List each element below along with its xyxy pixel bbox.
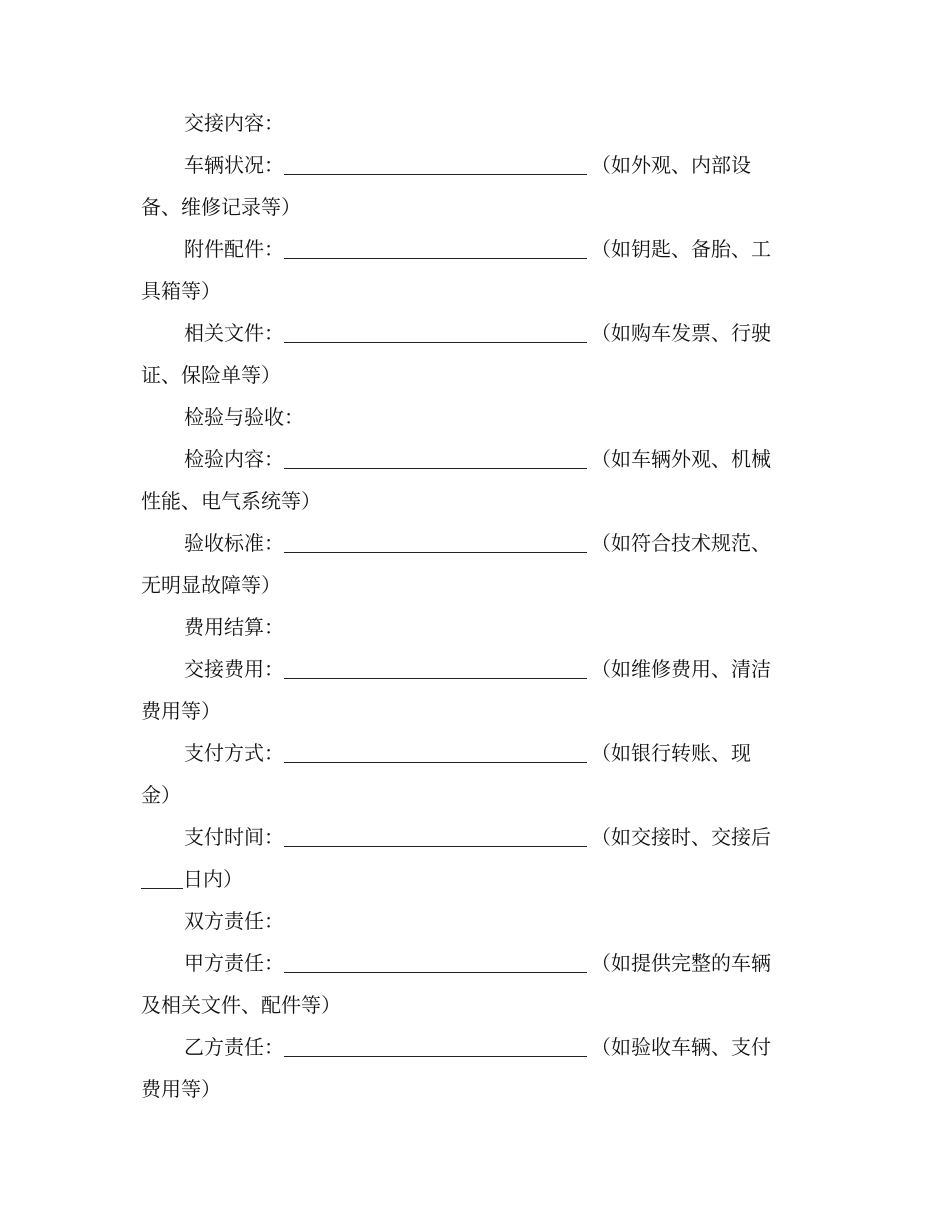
document-page <box>141 102 796 1110</box>
payment-days-blank[interactable] <box>141 862 183 889</box>
vehicle-condition-note-cont: 备、维修记录等） <box>141 195 301 219</box>
accessories-blank[interactable] <box>284 232 587 259</box>
handover-fee-label: 交接费用： <box>184 657 284 681</box>
duties-heading: 双方责任： <box>184 909 284 933</box>
payment-time-row <box>141 816 796 858</box>
acceptance-standard-label: 验收标准： <box>184 531 284 555</box>
vehicle-condition-row <box>141 144 796 186</box>
party-b-duty-label: 乙方责任： <box>184 1035 284 1059</box>
payment-days-text: 日内） <box>183 867 243 891</box>
party-a-duty-blank[interactable] <box>284 946 587 973</box>
acceptance-standard-row <box>141 522 796 564</box>
handover-heading: 交接内容： <box>184 111 284 135</box>
related-docs-label: 相关文件： <box>184 321 284 345</box>
inspection-content-blank[interactable] <box>284 442 587 469</box>
accessories-note: （如钥匙、备胎、工 <box>591 237 771 261</box>
inspection-content-note: （如车辆外观、机械 <box>591 447 771 471</box>
party-a-duty-row <box>141 942 796 984</box>
payment-time-note-cont <box>141 858 796 900</box>
vehicle-condition-blank[interactable] <box>284 148 587 175</box>
vehicle-condition-note: （如外观、内部设 <box>591 153 751 177</box>
payment-method-note: （如银行转账、现 <box>591 741 751 765</box>
acceptance-standard-note: （如符合技术规范、 <box>591 531 771 555</box>
related-docs-note-cont: 证、保险单等） <box>141 363 281 387</box>
acceptance-standard-note-cont: 无明显故障等） <box>141 573 281 597</box>
party-a-duty-note-cont: 及相关文件、配件等） <box>141 993 341 1017</box>
party-b-duty-note-cont: 费用等） <box>141 1077 221 1101</box>
acceptance-standard-blank[interactable] <box>284 526 587 553</box>
vehicle-condition-label: 车辆状况： <box>184 153 284 177</box>
inspection-heading: 检验与验收： <box>184 405 304 429</box>
party-b-duty-row <box>141 1026 796 1068</box>
party-a-duty-note: （如提供完整的车辆 <box>591 951 771 975</box>
inspection-content-label: 检验内容： <box>184 447 284 471</box>
payment-method-note-cont: 金） <box>141 783 181 807</box>
handover-fee-blank[interactable] <box>284 652 587 679</box>
party-a-duty-label: 甲方责任： <box>184 951 284 975</box>
inspection-content-note-cont: 性能、电气系统等） <box>141 489 321 513</box>
party-b-duty-note: （如验收车辆、支付 <box>591 1035 771 1059</box>
accessories-row <box>141 228 796 270</box>
handover-fee-row <box>141 648 796 690</box>
related-docs-row <box>141 312 796 354</box>
related-docs-blank[interactable] <box>284 316 587 343</box>
payment-time-label: 支付时间： <box>184 825 284 849</box>
inspection-content-row <box>141 438 796 480</box>
accessories-note-cont: 具箱等） <box>141 279 221 303</box>
payment-time-note: （如交接时、交接后 <box>591 825 771 849</box>
payment-method-row <box>141 732 796 774</box>
settlement-heading: 费用结算： <box>184 615 284 639</box>
payment-time-blank[interactable] <box>284 820 587 847</box>
handover-fee-note-cont: 费用等） <box>141 699 221 723</box>
accessories-label: 附件配件： <box>184 237 284 261</box>
payment-method-blank[interactable] <box>284 736 587 763</box>
related-docs-note: （如购车发票、行驶 <box>591 321 771 345</box>
payment-method-label: 支付方式： <box>184 741 284 765</box>
party-b-duty-blank[interactable] <box>284 1030 587 1057</box>
handover-fee-note: （如维修费用、清洁 <box>591 657 771 681</box>
